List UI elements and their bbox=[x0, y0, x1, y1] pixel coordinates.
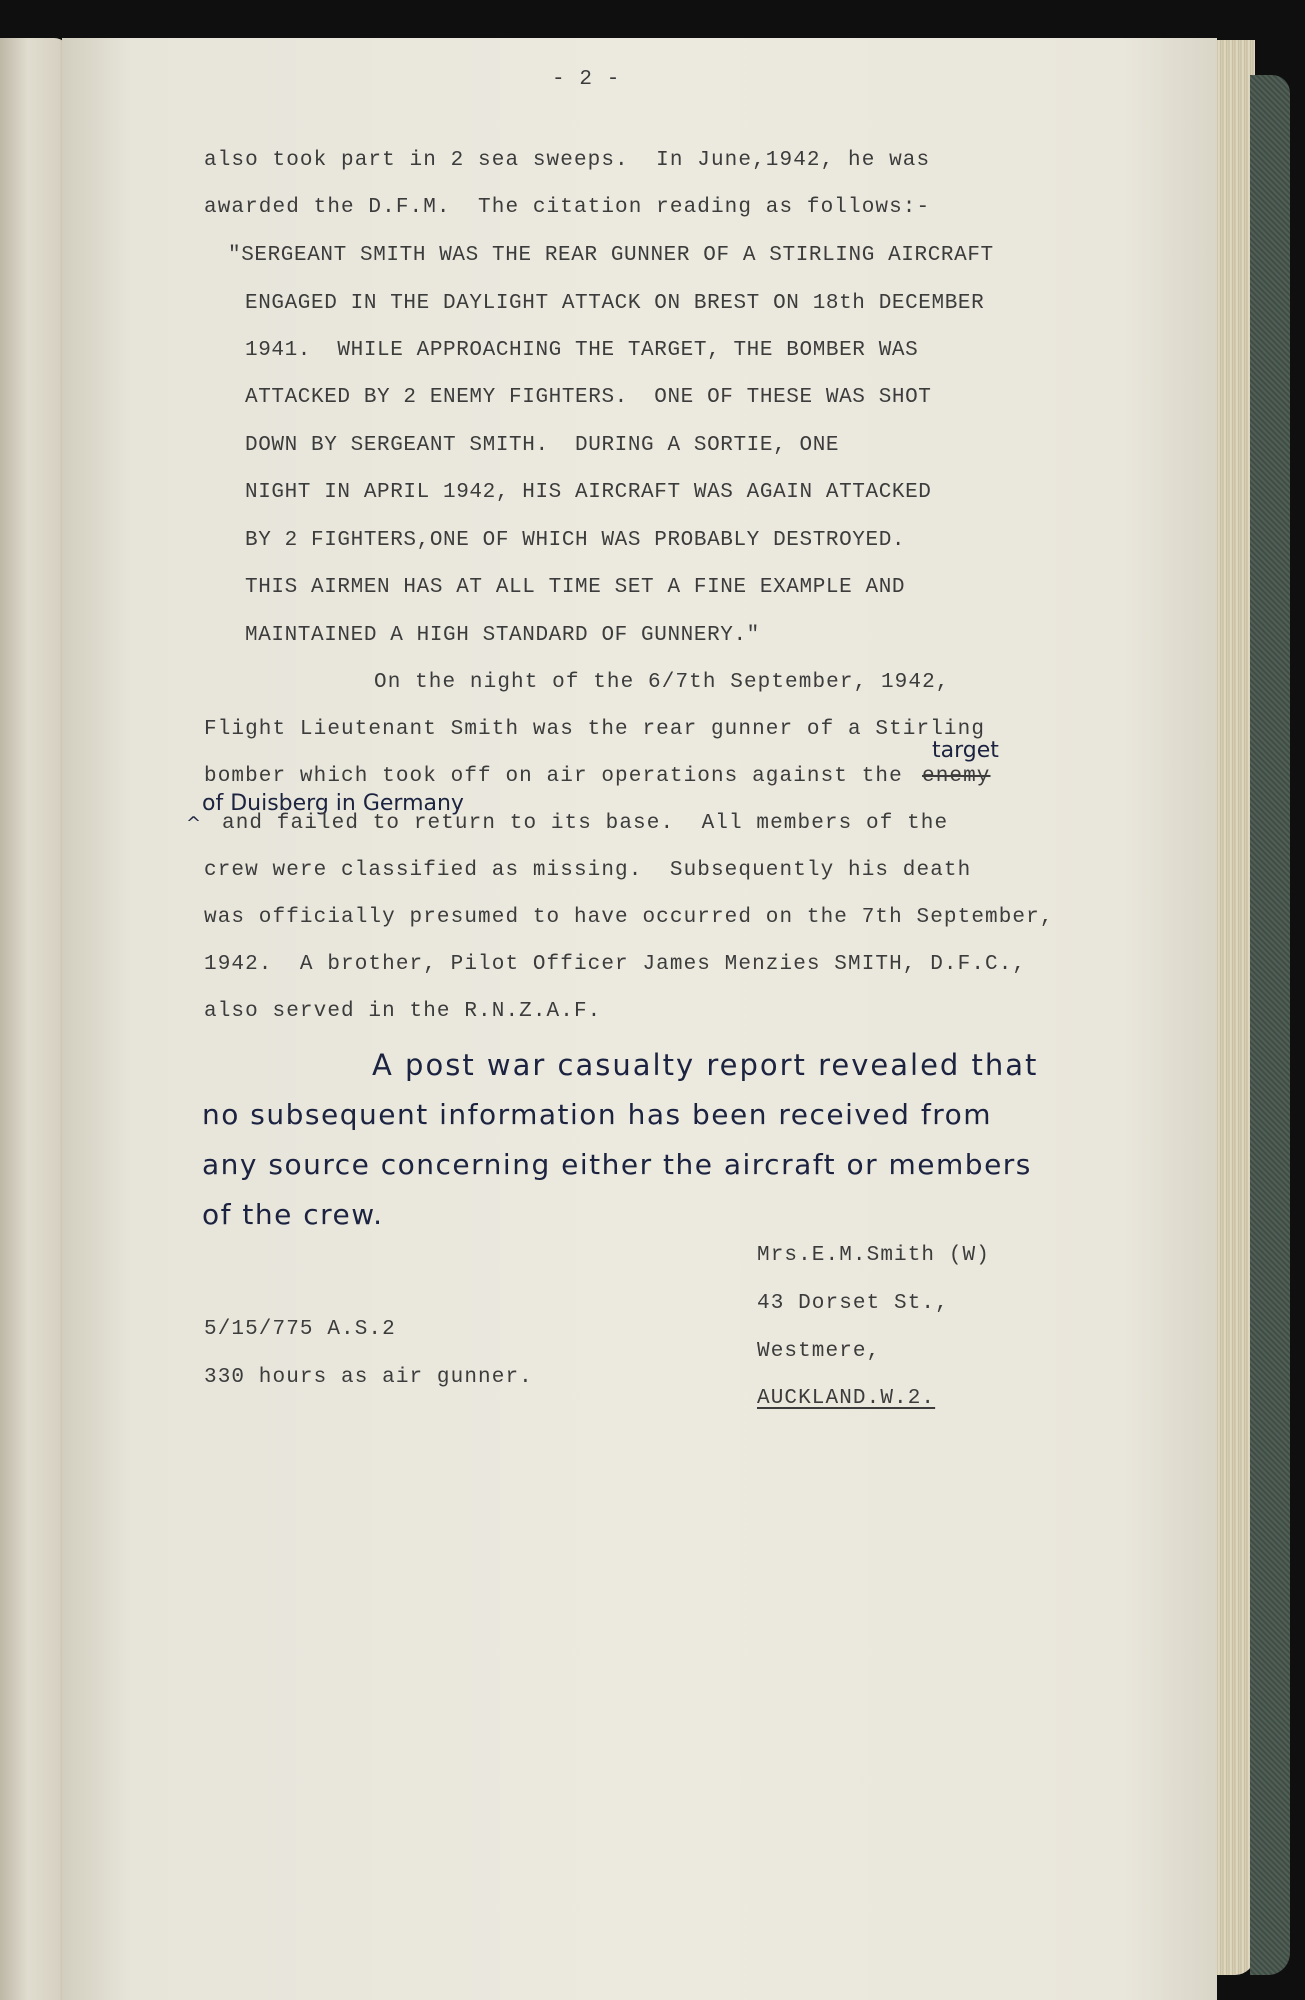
body-line: also served in the R.N.Z.A.F. bbox=[204, 1000, 602, 1023]
citation-line: "SERGEANT SMITH WAS THE REAR GUNNER OF A STIRLING AIRCRAFT bbox=[228, 244, 994, 267]
body-line: also took part in 2 sea sweeps. In June,1942, he was bbox=[204, 149, 931, 172]
address-line: AUCKLAND.W.2. bbox=[757, 1387, 936, 1410]
address-line: Mrs.E.M.Smith (W) bbox=[757, 1244, 990, 1267]
struck-word: enemy bbox=[922, 765, 991, 788]
citation-line: DOWN BY SERGEANT SMITH. DURING A SORTIE, ONE bbox=[245, 434, 840, 457]
reference-line: 330 hours as air gunner. bbox=[204, 1366, 533, 1389]
citation-line: NIGHT IN APRIL 1942, HIS AIRCRAFT WAS AGAIN ATTACKED bbox=[245, 481, 932, 504]
document-page bbox=[62, 38, 1217, 2000]
page-number: - 2 - bbox=[552, 68, 621, 91]
handwritten-insert-margin: of Duisberg in Germany bbox=[202, 791, 464, 816]
citation-line: MAINTAINED A HIGH STANDARD OF GUNNERY." bbox=[245, 624, 760, 647]
body-line: crew were classified as missing. Subsequently his death bbox=[204, 859, 972, 882]
page-edges bbox=[1215, 40, 1255, 1975]
citation-line: ENGAGED IN THE DAYLIGHT ATTACK ON BREST ON 18th DECEMBER bbox=[245, 292, 985, 315]
handwritten-insert-target: target bbox=[932, 738, 999, 763]
citation-line: BY 2 FIGHTERS,ONE OF WHICH WAS PROBABLY DESTROYED. bbox=[245, 529, 906, 552]
handwritten-note-line: of the crew. bbox=[202, 1198, 384, 1231]
body-line: awarded the D.F.M. The citation reading as follows:- bbox=[204, 196, 931, 219]
citation-line: THIS AIRMEN HAS AT ALL TIME SET A FINE EXAMPLE AND bbox=[245, 576, 906, 599]
handwritten-note-line: no subsequent information has been received from bbox=[202, 1098, 992, 1131]
book-cover bbox=[1250, 75, 1290, 1975]
address-line: 43 Dorset St., bbox=[757, 1292, 949, 1315]
handwritten-note-line: A post war casualty report revealed that bbox=[372, 1048, 1039, 1082]
body-line: and failed to return to its base. All members of the bbox=[222, 812, 949, 835]
citation-line: ATTACKED BY 2 ENEMY FIGHTERS. ONE OF THESE WAS SHOT bbox=[245, 386, 932, 409]
reference-line: 5/15/775 A.S.2 bbox=[204, 1318, 396, 1341]
body-line: On the night of the 6/7th September, 1942, bbox=[374, 671, 950, 694]
citation-line: 1941. WHILE APPROACHING THE TARGET, THE BOMBER WAS bbox=[245, 339, 919, 362]
address-line: Westmere, bbox=[757, 1340, 881, 1363]
left-facing-page bbox=[0, 38, 70, 2000]
body-line: 1942. A brother, Pilot Officer James Menzies SMITH, D.F.C., bbox=[204, 953, 1027, 976]
body-line: was officially presumed to have occurred on the 7th September, bbox=[204, 906, 1054, 929]
caret-mark: ^ bbox=[186, 813, 202, 834]
handwritten-note-line: any source concerning either the aircraft or members bbox=[202, 1148, 1032, 1181]
body-line: Flight Lieutenant Smith was the rear gunner of a Stirling bbox=[204, 718, 986, 741]
body-line: bomber which took off on air operations against the bbox=[204, 765, 903, 788]
